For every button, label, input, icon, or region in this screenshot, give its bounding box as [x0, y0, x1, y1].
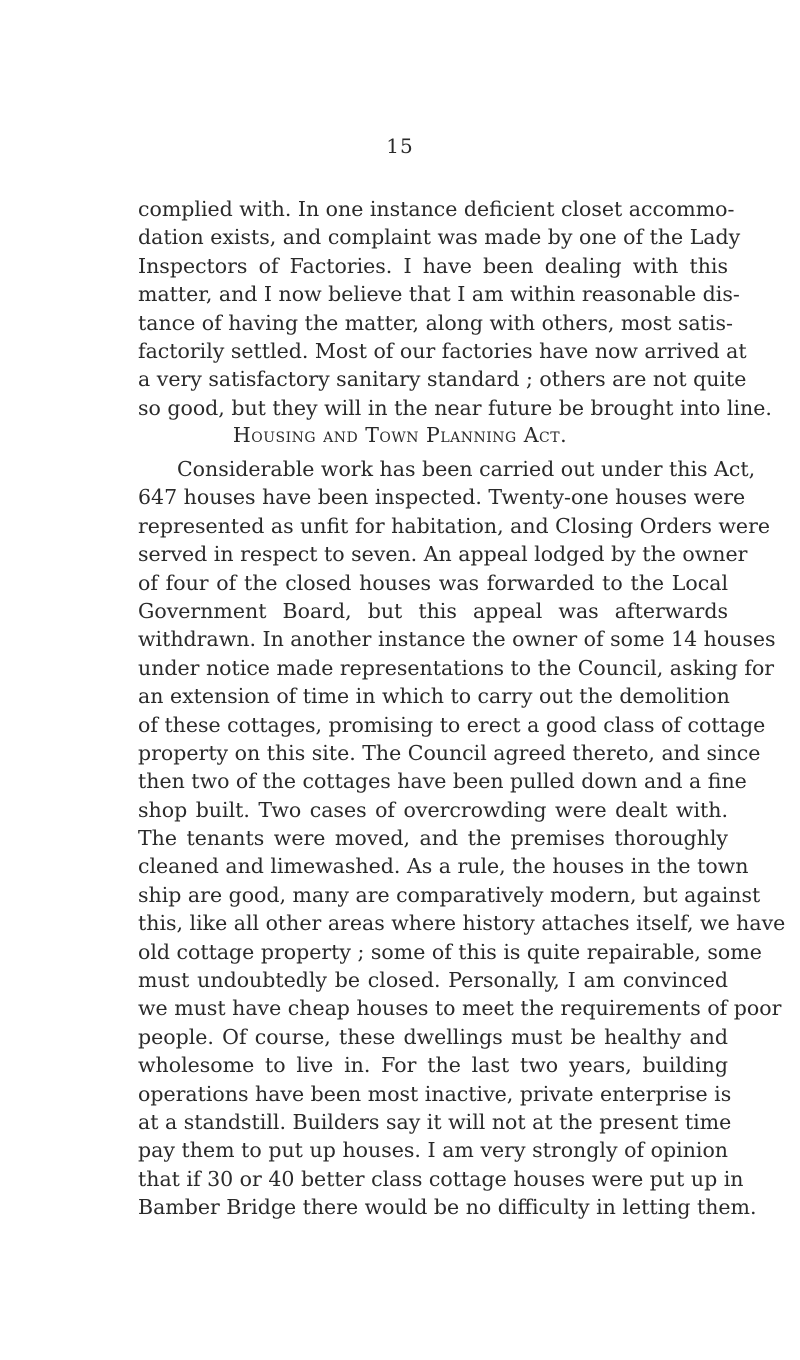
- text-line: property on this site. The Council agreed thereto, and since: [138, 740, 761, 765]
- paragraph-factories: [138, 195, 772, 422]
- text-line: matter, and I now believe that I am within reasonable dis-: [138, 282, 740, 307]
- text-line: shop built. Two cases of overcrowding were dealt with.: [138, 797, 728, 822]
- text-line: this, like all other areas where history attaches itself, we have: [138, 911, 786, 936]
- section-heading: Housing and Town Planning Act.: [232, 423, 568, 447]
- text-line: complied with. In one instance deficient closet accommo-: [138, 197, 735, 221]
- text-line: ship are good, many are comparatively modern, but against: [138, 882, 761, 907]
- text-line: people. Of course, these dwellings must be healthy and: [138, 1024, 728, 1049]
- text-line: of these cottages, promising to erect a good class of cottage: [138, 712, 766, 737]
- text-line: Inspectors of Factories. I have been dealing with this: [138, 253, 728, 278]
- text-line: we must have cheap houses to meet the requirements of poor: [138, 996, 782, 1021]
- text-line: a very satisfactory sanitary standard ; others are not quite: [138, 367, 747, 392]
- text-line: Government Board, but this appeal was afterwards: [138, 598, 728, 623]
- text-line: under notice made representations to the Council, asking for: [138, 655, 775, 680]
- text-line: of four of the closed houses was forwarded to the Local: [138, 570, 728, 595]
- text-line: wholesome to live in. For the last two years, building: [138, 1053, 728, 1078]
- text-line: pay them to put up houses. I am very strongly of opinion: [138, 1138, 728, 1163]
- text-line: that if 30 or 40 better class cottage houses were put up in: [138, 1166, 744, 1191]
- text-line: then two of the cottages have been pulled down and a fine: [138, 769, 747, 794]
- text-line: an extension of time in which to carry out the demolition: [138, 684, 730, 709]
- text-line: Considerable work has been carried out under this Act,: [177, 457, 756, 481]
- text-line: The tenants were moved, and the premises thoroughly: [138, 826, 728, 851]
- text-line: so good, but they will in the near future be brought into line.: [138, 395, 772, 420]
- text-line: withdrawn. In another instance the owner of some 14 houses: [138, 627, 776, 652]
- text-line: represented as unfit for habitation, and Closing Orders were: [138, 513, 770, 538]
- text-line: operations have been most inactive, private enterprise is: [138, 1081, 732, 1106]
- text-line: must undoubtedly be closed. Personally, I am convinced: [138, 968, 728, 993]
- text-line: dation exists, and complaint was made by one of the Lady: [138, 225, 741, 250]
- paragraph-housing: [138, 455, 786, 1222]
- text-line: old cottage property ; some of this is quite repairable, some: [138, 939, 762, 964]
- text-line: 647 houses have been inspected. Twenty-one houses were: [138, 485, 746, 510]
- text-line: factorily settled. Most of our factories have now arrived at: [138, 338, 747, 363]
- text-line: Bamber Bridge there would be no difficulty in letting them.: [138, 1195, 757, 1220]
- text-line: cleaned and limewashed. As a rule, the houses in the town: [138, 854, 749, 879]
- page-number: 15: [386, 134, 414, 158]
- text-line: tance of having the matter, along with others, most satis-: [138, 310, 733, 335]
- text-line: served in respect to seven. An appeal lodged by the owner: [138, 542, 748, 567]
- text-line: at a standstill. Builders say it will not at the present time: [138, 1109, 732, 1134]
